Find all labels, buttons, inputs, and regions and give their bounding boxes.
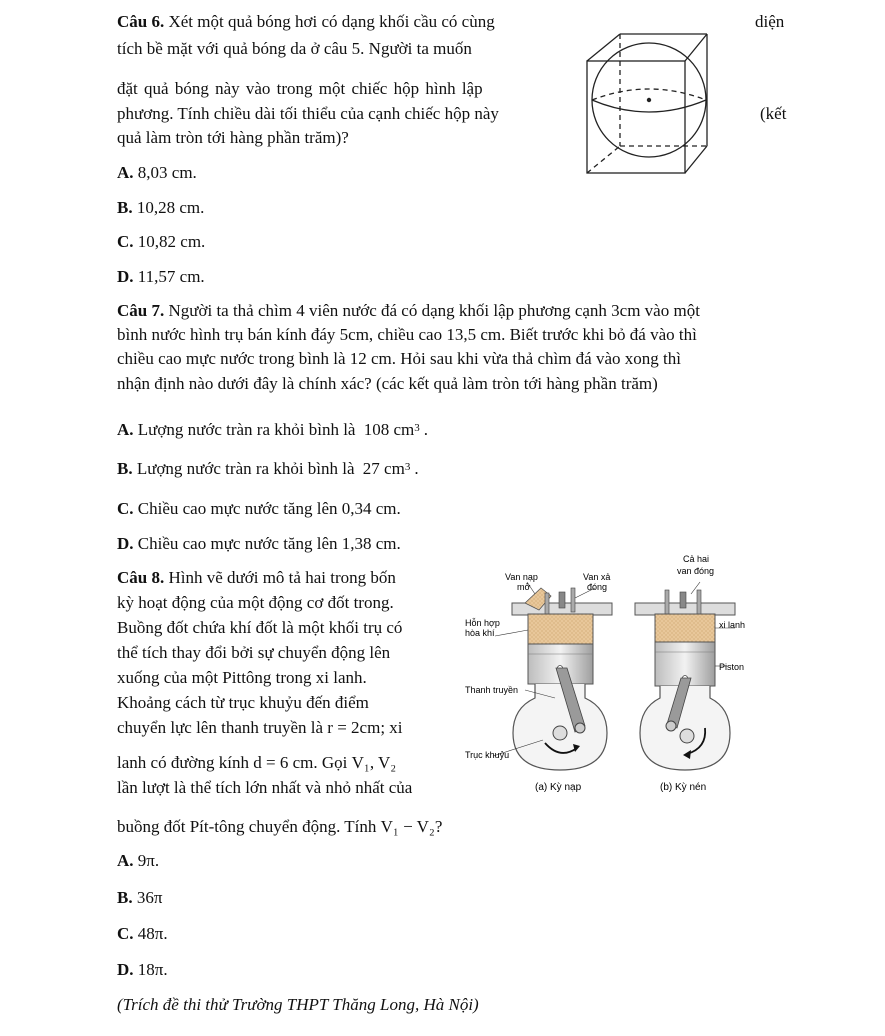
engine-b-group xyxy=(635,590,735,770)
q7-line-3: chiều cao mực nước trong bình là 12 cm. Hỏi sau khi vừa thả chìm đá vào xong thì xyxy=(117,349,681,368)
caption-a: (a) Kỳ nạp xyxy=(535,782,582,793)
label-hoa-khi: hòa khí xyxy=(465,628,495,638)
q6-text-4a: phương. Tính chiều dài tối thiểu của cạnh chiếc hộp này xyxy=(117,104,499,123)
q6-text-5: quả làm tròn tới hàng phần trăm)? xyxy=(117,128,349,147)
q7-option-c: C. Chiều cao mực nước tăng lên 0,34 cm. xyxy=(117,499,401,518)
q8-line-2: kỳ hoạt động của một động cơ đốt trong. xyxy=(117,593,394,612)
q6-text-1b: diện xyxy=(755,12,785,31)
label-dong: đóng xyxy=(587,582,608,592)
label-truc-khuyu: Trục khuỷu xyxy=(465,750,510,760)
q8-line-8: lanh có đường kính d = 6 cm. Gọi V₁, V₂ xyxy=(117,753,397,772)
q8-line-7: chuyển lực lên thanh truyền là r = 2cm; xi xyxy=(117,718,403,737)
q8-line-10: buồng đốt Pít-tông chuyển động. Tính V₁ − V₂? xyxy=(117,817,443,836)
engine-figure xyxy=(455,548,755,798)
q8-option-d: D. 18π. xyxy=(117,960,168,979)
caption-b: (b) Kỳ nén xyxy=(660,782,707,793)
q8-line-9: lần lượt là thể tích lớn nhất và nhỏ nhất của xyxy=(117,778,413,797)
q8-label: Câu 8. xyxy=(117,568,165,587)
q6-line-1 xyxy=(117,12,495,32)
q8-option-b: B. 36π xyxy=(117,888,163,907)
q8-line-1: Câu 8. Hình vẽ dưới mô tả hai trong bốn xyxy=(117,568,396,587)
q7-line-4: nhận định nào dưới đây là chính xác? (các kết quả làm tròn tới hàng phần trăm) xyxy=(117,374,658,393)
q6-text-3: đặt quả bóng này vào trong một chiếc hộp hình lập xyxy=(117,79,483,98)
q7-option-a: A. Lượng nước tràn ra khỏi bình là 108 $cm^3$ . xyxy=(117,420,429,439)
source-caption: (Trích đề thi thử Trường THPT Thăng Long, Hà Nội) xyxy=(117,995,479,1014)
q8-line-3: Buồng đốt chứa khí đốt là một khối trụ có xyxy=(117,618,403,637)
q8-line-6: Khoảng cách từ trục khuỷu đến điểm xyxy=(117,693,369,712)
label-van-nap: Van nạp xyxy=(505,572,538,582)
q7-line-2: bình nước hình trụ bán kính đáy 5cm, chiều cao 13,5 cm. Biết trước khi bỏ đá vào thì xyxy=(117,325,697,344)
label-van-dong: van đóng xyxy=(677,566,715,576)
q6-text-1a: Xét một quả bóng hơi có dạng khối cầu có cùng xyxy=(168,12,495,31)
q6-option-d: D. 11,57 cm. xyxy=(117,267,205,286)
q8-line-5: xuống của một Pittông trong xi lanh. xyxy=(117,668,367,687)
q8-option-c: C. 48π. xyxy=(117,924,168,943)
q7-option-d: D. Chiều cao mực nước tăng lên 1,38 cm. xyxy=(117,534,401,553)
label-hon-hop: Hỗn hợp xyxy=(465,618,500,628)
q6-text-2: tích bề mặt với quả bóng da ở câu 5. Người ta muốn xyxy=(117,39,472,58)
q6-option-b: B. 10,28 cm. xyxy=(117,198,205,217)
label-ca-hai: Cả hai xyxy=(683,554,710,564)
q7-label: Câu 7. xyxy=(117,301,165,320)
q6-option-c: C. 10,82 cm. xyxy=(117,232,206,251)
label-van-xa: Van xả xyxy=(583,572,611,582)
q6-text-4b: (kết xyxy=(760,104,787,123)
label-mo: mở xyxy=(517,582,531,592)
q8-option-a: A. 9π. xyxy=(117,851,160,870)
label-thanh-truyen: Thanh truyền xyxy=(465,685,519,695)
label-xi-lanh: xi lanh xyxy=(719,620,746,630)
q6-label: Câu 6. xyxy=(117,12,165,31)
cube-sphere-figure xyxy=(582,26,742,200)
label-piston: Piston xyxy=(719,662,745,672)
q7-option-b: B. Lượng nước tràn ra khỏi bình là 27 $cm^3$ . xyxy=(117,459,419,478)
q6-option-a: A. 8,03 cm. xyxy=(117,163,197,182)
q7-line-1: Câu 7. Người ta thả chìm 4 viên nước đá có dạng khối lập phương cạnh 3cm vào một xyxy=(117,301,700,320)
q8-line-4: thể tích thay đổi bởi sự chuyển động lên xyxy=(117,643,391,662)
engine-a-group xyxy=(512,588,612,770)
